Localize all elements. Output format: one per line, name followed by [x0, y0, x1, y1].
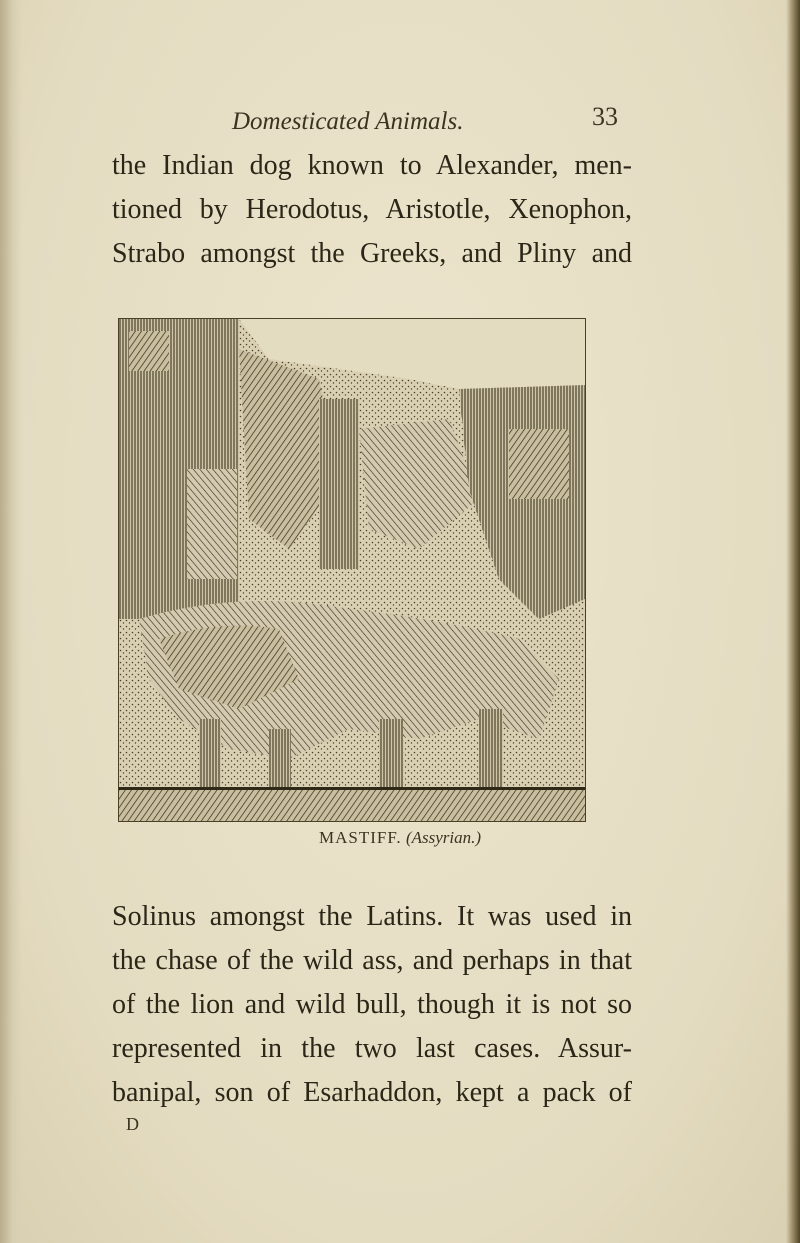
caption-name: MASTIFF.	[318, 828, 402, 847]
paragraph-1	[112, 144, 632, 276]
running-title: Domesticated Animals.	[232, 108, 464, 135]
text-line: represented in the two last cases. Assur-	[112, 1033, 632, 1064]
mastiff-relief-illustration	[118, 318, 586, 822]
paragraph-2	[112, 895, 632, 1115]
text-line: the chase of the wild ass, and perhaps in that	[112, 945, 632, 976]
figure-caption	[0, 828, 800, 848]
text-line: tioned by Herodotus, Aristotle, Xenophon,	[112, 194, 632, 225]
page-number: 33	[592, 102, 618, 131]
text-line: the Indian dog known to Alexander, men-	[112, 150, 632, 181]
text-line: banipal, son of Esarhaddon, kept a pack of	[112, 1077, 632, 1108]
caption-origin: (Assyrian.)	[405, 828, 482, 847]
text-line: Solinus amongst the Latins. It was used in	[112, 901, 632, 932]
page-edge	[786, 0, 800, 1243]
text-line: Strabo amongst the Greeks, and Pliny and	[112, 238, 632, 269]
text-line: of the lion and wild bull, though it is not so	[112, 989, 632, 1020]
page-gutter	[0, 0, 22, 1243]
signature-mark: D	[126, 1114, 139, 1134]
